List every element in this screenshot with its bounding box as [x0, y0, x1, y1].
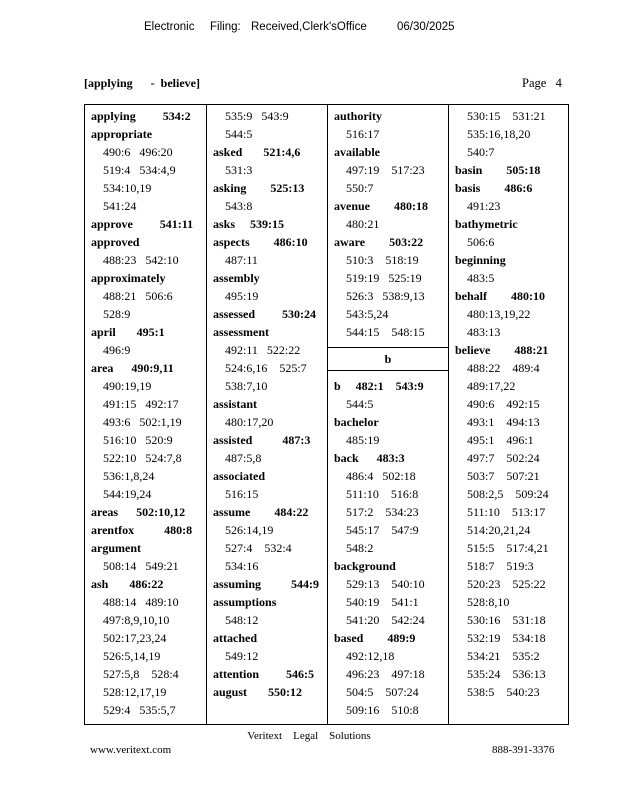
index-reference: 530:16 531:18	[467, 613, 546, 627]
index-reference: 536:1,8,24	[103, 469, 155, 483]
index-reference: 496:9	[103, 343, 131, 357]
index-entry: approved	[91, 235, 140, 249]
index-reference: 520:23 525:22	[467, 577, 546, 591]
index-reference: 495:19	[225, 289, 259, 303]
index-reference: 497:19 517:23	[346, 163, 425, 177]
index-reference: 491:15 492:17	[103, 397, 179, 411]
index-reference: 522:10 524:7,8	[103, 451, 182, 465]
index-reference: 483:5	[467, 271, 495, 285]
index-entry: approximately	[91, 271, 166, 285]
index-reference: 490:19,19	[103, 379, 152, 393]
index-entry: assessment	[213, 325, 269, 339]
index-reference: 517:2 534:23	[346, 505, 419, 519]
index-reference: 528:9	[103, 307, 131, 321]
index-entry: assumptions	[213, 595, 277, 609]
index-reference: 540:19 541:1	[346, 595, 419, 609]
index-entry: asks 539:15	[213, 217, 285, 231]
index-reference: 529:13 540:10	[346, 577, 425, 591]
index-entry: assistant	[213, 397, 258, 411]
index-entry: attention 546:5	[213, 667, 314, 681]
index-reference: 488:22 489:4	[467, 361, 540, 375]
index-entry: april 495:1	[91, 325, 165, 339]
index-reference: 543:5,24	[346, 307, 389, 321]
index-entry: arentfox 480:8	[91, 523, 193, 537]
index-entry: bathymetric	[455, 217, 518, 231]
index-reference: 491:23	[467, 199, 501, 213]
index-reference: 504:5 507:24	[346, 685, 419, 699]
index-entry: area 490:9,11	[91, 361, 174, 375]
index-entry: back 483:3	[334, 451, 405, 465]
index-reference: 548:12	[225, 613, 259, 627]
index-reference: 527:4 532:4	[225, 541, 292, 555]
index-reference: 490:6 496:20	[103, 145, 173, 159]
index-reference: 487:11	[225, 253, 258, 267]
index-entry: asking 525:13	[213, 181, 305, 195]
index-reference: 540:7	[467, 145, 495, 159]
index-reference: 541:20 542:24	[346, 613, 425, 627]
index-reference: 486:4 502:18	[346, 469, 416, 483]
index-reference: 519:4 534:4,9	[103, 163, 176, 177]
index-reference: 487:5,8	[225, 451, 262, 465]
index-reference: 492:12,18	[346, 649, 395, 663]
page-number: Page 4	[522, 76, 562, 90]
index-reference: 488:23 542:10	[103, 253, 179, 267]
index-column-1	[85, 105, 206, 724]
index-reference: 485:19	[346, 433, 380, 447]
index-entry: bachelor	[334, 415, 379, 429]
index-entry: august 550:12	[213, 685, 303, 699]
index-entry: attached	[213, 631, 257, 645]
index-reference: 516:15	[225, 487, 259, 501]
footer-company: Veritext Legal Solutions	[247, 730, 371, 742]
index-reference: 526:5,14,19	[103, 649, 161, 663]
index-column-3	[327, 105, 448, 724]
index-reference: 545:17 547:9	[346, 523, 419, 537]
index-reference: 541:24	[103, 199, 137, 213]
index-reference: 492:11 522:22	[225, 343, 301, 357]
index-entry: asked 521:4,6	[213, 145, 301, 159]
index-entry: areas 502:10,12	[91, 505, 186, 519]
index-reference: 519:19 525:19	[346, 271, 422, 285]
index-entry: beginning	[455, 253, 506, 267]
index-reference: 497:8,9,10,10	[103, 613, 170, 627]
index-column-2	[206, 105, 327, 724]
index-entry: assisted 487:3	[213, 433, 311, 447]
index-reference: 548:2	[346, 541, 374, 555]
index-reference: 516:17	[346, 127, 380, 141]
index-column-4	[448, 105, 568, 724]
index-reference: 549:12	[225, 649, 259, 663]
index-entry: assuming 544:9	[213, 577, 320, 591]
index-reference: 480:21	[346, 217, 380, 231]
index-reference: 495:1 496:1	[467, 433, 534, 447]
index-reference: 535:9 543:9	[225, 109, 289, 123]
index-reference: 532:19 534:18	[467, 631, 546, 645]
index-entry: background	[334, 559, 396, 573]
index-reference: 534:16	[225, 559, 259, 573]
index-entry: assembly	[213, 271, 260, 285]
index-reference: 544:5	[225, 127, 253, 141]
index-reference: 515:5 517:4,21	[467, 541, 549, 555]
index-entry: appropriate	[91, 127, 153, 141]
index-reference: 518:7 519:3	[467, 559, 534, 573]
index-reference: 543:8	[225, 199, 253, 213]
word-index-table	[84, 104, 569, 725]
index-reference: 508:2,5 509:24	[467, 487, 549, 501]
index-entry: basin 505:18	[455, 163, 541, 177]
index-reference: 535:24 536:13	[467, 667, 546, 681]
index-reference: 493:1 494:13	[467, 415, 540, 429]
index-reference: 483:13	[467, 325, 501, 339]
index-entry: authority	[334, 109, 382, 123]
index-reference: 531:3	[225, 163, 253, 177]
index-reference: 489:17,22	[467, 379, 516, 393]
index-reference: 510:3 518:19	[346, 253, 419, 267]
index-reference: 550:7	[346, 181, 374, 195]
footer-website: www.veritext.com	[90, 744, 172, 756]
letter-divider: b	[328, 347, 448, 371]
index-reference: 544:19,24	[103, 487, 152, 501]
index-reference: 503:7 507:21	[467, 469, 540, 483]
index-entry: avenue 480:18	[334, 199, 428, 213]
index-entry: basis 486:6	[455, 181, 533, 195]
index-reference: 496:23 497:18	[346, 667, 425, 681]
index-reference: 529:4 535:5,7	[103, 703, 176, 717]
index-reference: 528:12,17,19	[103, 685, 167, 699]
index-entry: believe 488:21	[455, 343, 549, 357]
index-reference: 527:5,8 528:4	[103, 667, 179, 681]
index-reference: 516:10 520:9	[103, 433, 173, 447]
index-entry: approve 541:11	[91, 217, 194, 231]
filing-date: 06/30/2025	[397, 21, 455, 33]
index-entry: assume 484:22	[213, 505, 309, 519]
index-entry: based 489:9	[334, 631, 416, 645]
index-reference: 493:6 502:1,19	[103, 415, 182, 429]
index-reference: 480:13,19,22	[467, 307, 531, 321]
index-entry: applying 534:2	[91, 109, 191, 123]
index-entry: b 482:1 543:9	[334, 379, 424, 393]
filing-label: Filing:	[210, 21, 241, 33]
index-entry: associated	[213, 469, 265, 483]
index-entry: aware 503:22	[334, 235, 424, 249]
footer-phone: 888-391-3376	[492, 744, 555, 756]
index-reference: 526:14,19	[225, 523, 274, 537]
index-entry: ash 486:22	[91, 577, 164, 591]
index-entry: argument	[91, 541, 141, 555]
filing-electronic: Electronic	[144, 21, 195, 33]
index-reference: 538:7,10	[225, 379, 268, 393]
index-reference: 538:5 540:23	[467, 685, 540, 699]
index-reference: 488:21 506:6	[103, 289, 173, 303]
index-entry: behalf 480:10	[455, 289, 545, 303]
index-reference: 488:14 489:10	[103, 595, 179, 609]
index-reference: 509:16 510:8	[346, 703, 419, 717]
index-reference: 535:16,18,20	[467, 127, 531, 141]
index-reference: 526:3 538:9,13	[346, 289, 425, 303]
index-range: [applying - believe]	[84, 76, 200, 90]
index-reference: 511:10 513:17	[467, 505, 546, 519]
index-reference: 534:10,19	[103, 181, 152, 195]
index-reference: 524:6,16 525:7	[225, 361, 307, 375]
index-reference: 497:7 502:24	[467, 451, 540, 465]
index-reference: 506:6	[467, 235, 495, 249]
index-reference: 490:6 492:15	[467, 397, 540, 411]
index-reference: 502:17,23,24	[103, 631, 167, 645]
index-entry: available	[334, 145, 381, 159]
index-entry: assessed 530:24	[213, 307, 317, 321]
index-entry: aspects 486:10	[213, 235, 308, 249]
index-reference: 544:15 548:15	[346, 325, 425, 339]
index-reference: 528:8,10	[467, 595, 510, 609]
index-reference: 480:17,20	[225, 415, 274, 429]
index-reference: 514:20,21,24	[467, 523, 531, 537]
index-reference: 511:10 516:8	[346, 487, 419, 501]
index-reference: 534:21 535:2	[467, 649, 540, 663]
index-reference: 530:15 531:21	[467, 109, 546, 123]
filing-received: Received,Clerk'sOffice	[251, 21, 367, 33]
index-reference: 544:5	[346, 397, 374, 411]
index-reference: 508:14 549:21	[103, 559, 179, 573]
